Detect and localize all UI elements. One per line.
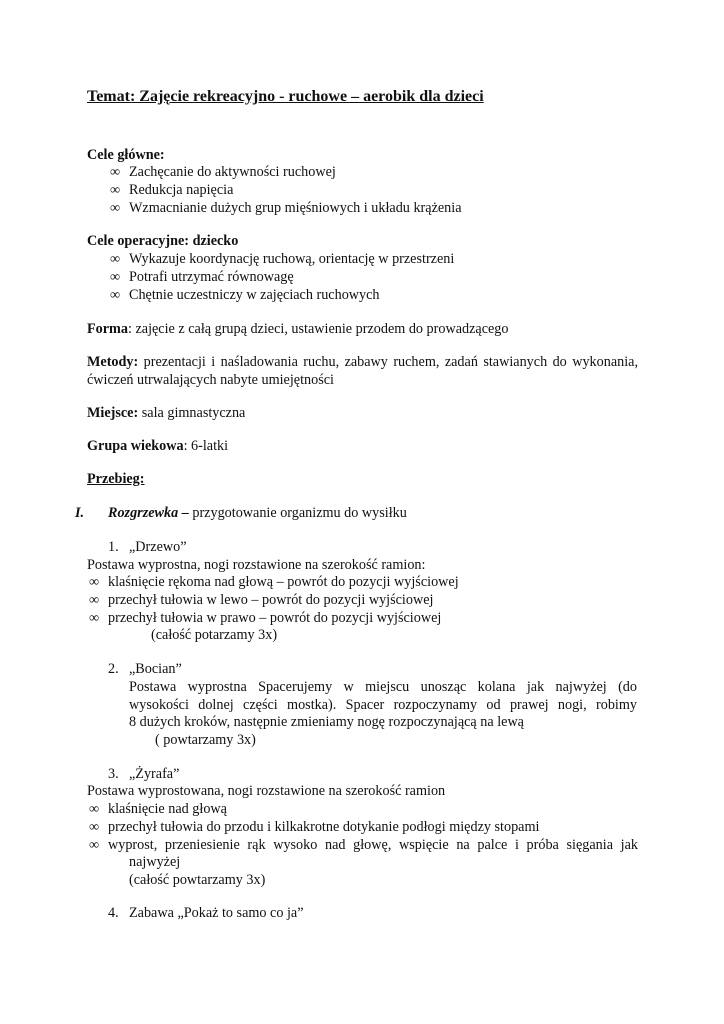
infinity-bullet-icon: ∞ (88, 592, 100, 608)
exercise-repeat: ( powtarzamy 3x) (155, 732, 256, 748)
place-label: Miejsce: (87, 405, 139, 421)
infinity-bullet-icon: ∞ (88, 801, 100, 817)
exercise-step: klaśnięcie rękoma nad głową – powrót do pozycji wyjściowej (108, 574, 459, 590)
goal-item: Redukcja napięcia (129, 182, 234, 198)
goals-heading: Cele główne: (87, 147, 165, 163)
exercise-number: 3. (108, 766, 119, 782)
infinity-bullet-icon: ∞ (88, 819, 100, 835)
document-title: Temat: Zajęcie rekreacyjno - ruchowe – aerobik dla dzieci (87, 88, 484, 105)
form-label: Forma (87, 321, 128, 337)
exercise-name: Zabawa „Pokaż to samo co ja” (129, 905, 304, 921)
infinity-bullet-icon: ∞ (109, 200, 121, 216)
exercise-step-continuation: najwyżej (129, 854, 181, 870)
operational-goals-heading: Cele operacyjne: dziecko (87, 233, 239, 249)
infinity-bullet-icon: ∞ (109, 164, 121, 180)
age-group-text: : 6-latki (183, 438, 229, 454)
exercise-description-line: wysokości dolnej części mostka). Spacer rozpoczynamy od prawej nogi, robimy (129, 697, 637, 713)
exercise-step: przechył tułowia w lewo – powrót do pozycji wyjściowej (108, 592, 434, 608)
exercise-number: 4. (108, 905, 119, 921)
exercise-repeat: (całość powtarzamy 3x) (129, 872, 266, 888)
infinity-bullet-icon: ∞ (88, 610, 100, 626)
methods-paragraph (87, 353, 638, 389)
section-title-line (108, 504, 407, 522)
section-title: Rozgrzewka – (108, 505, 189, 521)
infinity-bullet-icon: ∞ (109, 269, 121, 285)
exercise-step: przechył tułowia do przodu i kilkakrotne dotykanie podłogi między stopami (108, 819, 540, 835)
exercise-name: „Drzewo” (129, 539, 187, 555)
operational-goal-item: Wykazuje koordynację ruchową, orientację w przestrzeni (129, 251, 455, 267)
exercise-step: wyprost, przeniesienie rąk wysoko nad głowę, wspięcie na palce i próba sięgania jak (108, 837, 638, 853)
infinity-bullet-icon: ∞ (88, 574, 100, 590)
form-line (87, 320, 508, 338)
infinity-bullet-icon: ∞ (109, 182, 121, 198)
exercise-step: klaśnięcie nad głową (108, 801, 227, 817)
section-number: I. (75, 505, 85, 521)
infinity-bullet-icon: ∞ (109, 251, 121, 267)
exercise-intro: Postawa wyprostna, nogi rozstawione na szerokość ramion: (87, 557, 426, 573)
methods-text: prezentacji i naśladowania ruchu, zabawy ruchem, zadań stawianych do wykonania, ćwiczeń utrwalających nabyte umiejętności (87, 354, 638, 388)
goal-item: Zachęcanie do aktywności ruchowej (129, 164, 336, 180)
goal-item: Wzmacnianie dużych grup mięśniowych i układu krążenia (129, 200, 462, 216)
exercise-step: przechył tułowia w prawo – powrót do pozycji wyjściowej (108, 610, 442, 626)
age-group-line (87, 437, 228, 455)
exercise-description-line: 8 dużych kroków, następnie zmieniamy nogę rozpoczynającą na lewą (129, 714, 524, 730)
exercise-name: „Bocian” (129, 661, 182, 677)
infinity-bullet-icon: ∞ (88, 837, 100, 853)
methods-label: Metody: (87, 354, 139, 370)
infinity-bullet-icon: ∞ (109, 287, 121, 303)
course-heading: Przebieg: (87, 471, 145, 487)
place-text: sala gimnastyczna (138, 405, 246, 421)
section-description: przygotowanie organizmu do wysiłku (188, 505, 407, 521)
age-group-label: Grupa wiekowa (87, 438, 184, 454)
exercise-name: „Żyrafa” (129, 766, 180, 782)
exercise-number: 1. (108, 539, 119, 555)
operational-goal-item: Chętnie uczestniczy w zajęciach ruchowych (129, 287, 380, 303)
exercise-repeat: (całość potarzamy 3x) (151, 627, 278, 643)
exercise-description-line: Postawa wyprostna Spacerujemy w miejscu unosząc kolana jak najwyżej (do (129, 679, 637, 695)
place-line (87, 404, 245, 422)
exercise-number: 2. (108, 661, 119, 677)
form-text: : zajęcie z całą grupą dzieci, ustawienie przodem do prowadzącego (127, 321, 509, 337)
exercise-intro: Postawa wyprostowana, nogi rozstawione na szerokość ramion (87, 783, 446, 799)
operational-goal-item: Potrafi utrzymać równowagę (129, 269, 294, 285)
